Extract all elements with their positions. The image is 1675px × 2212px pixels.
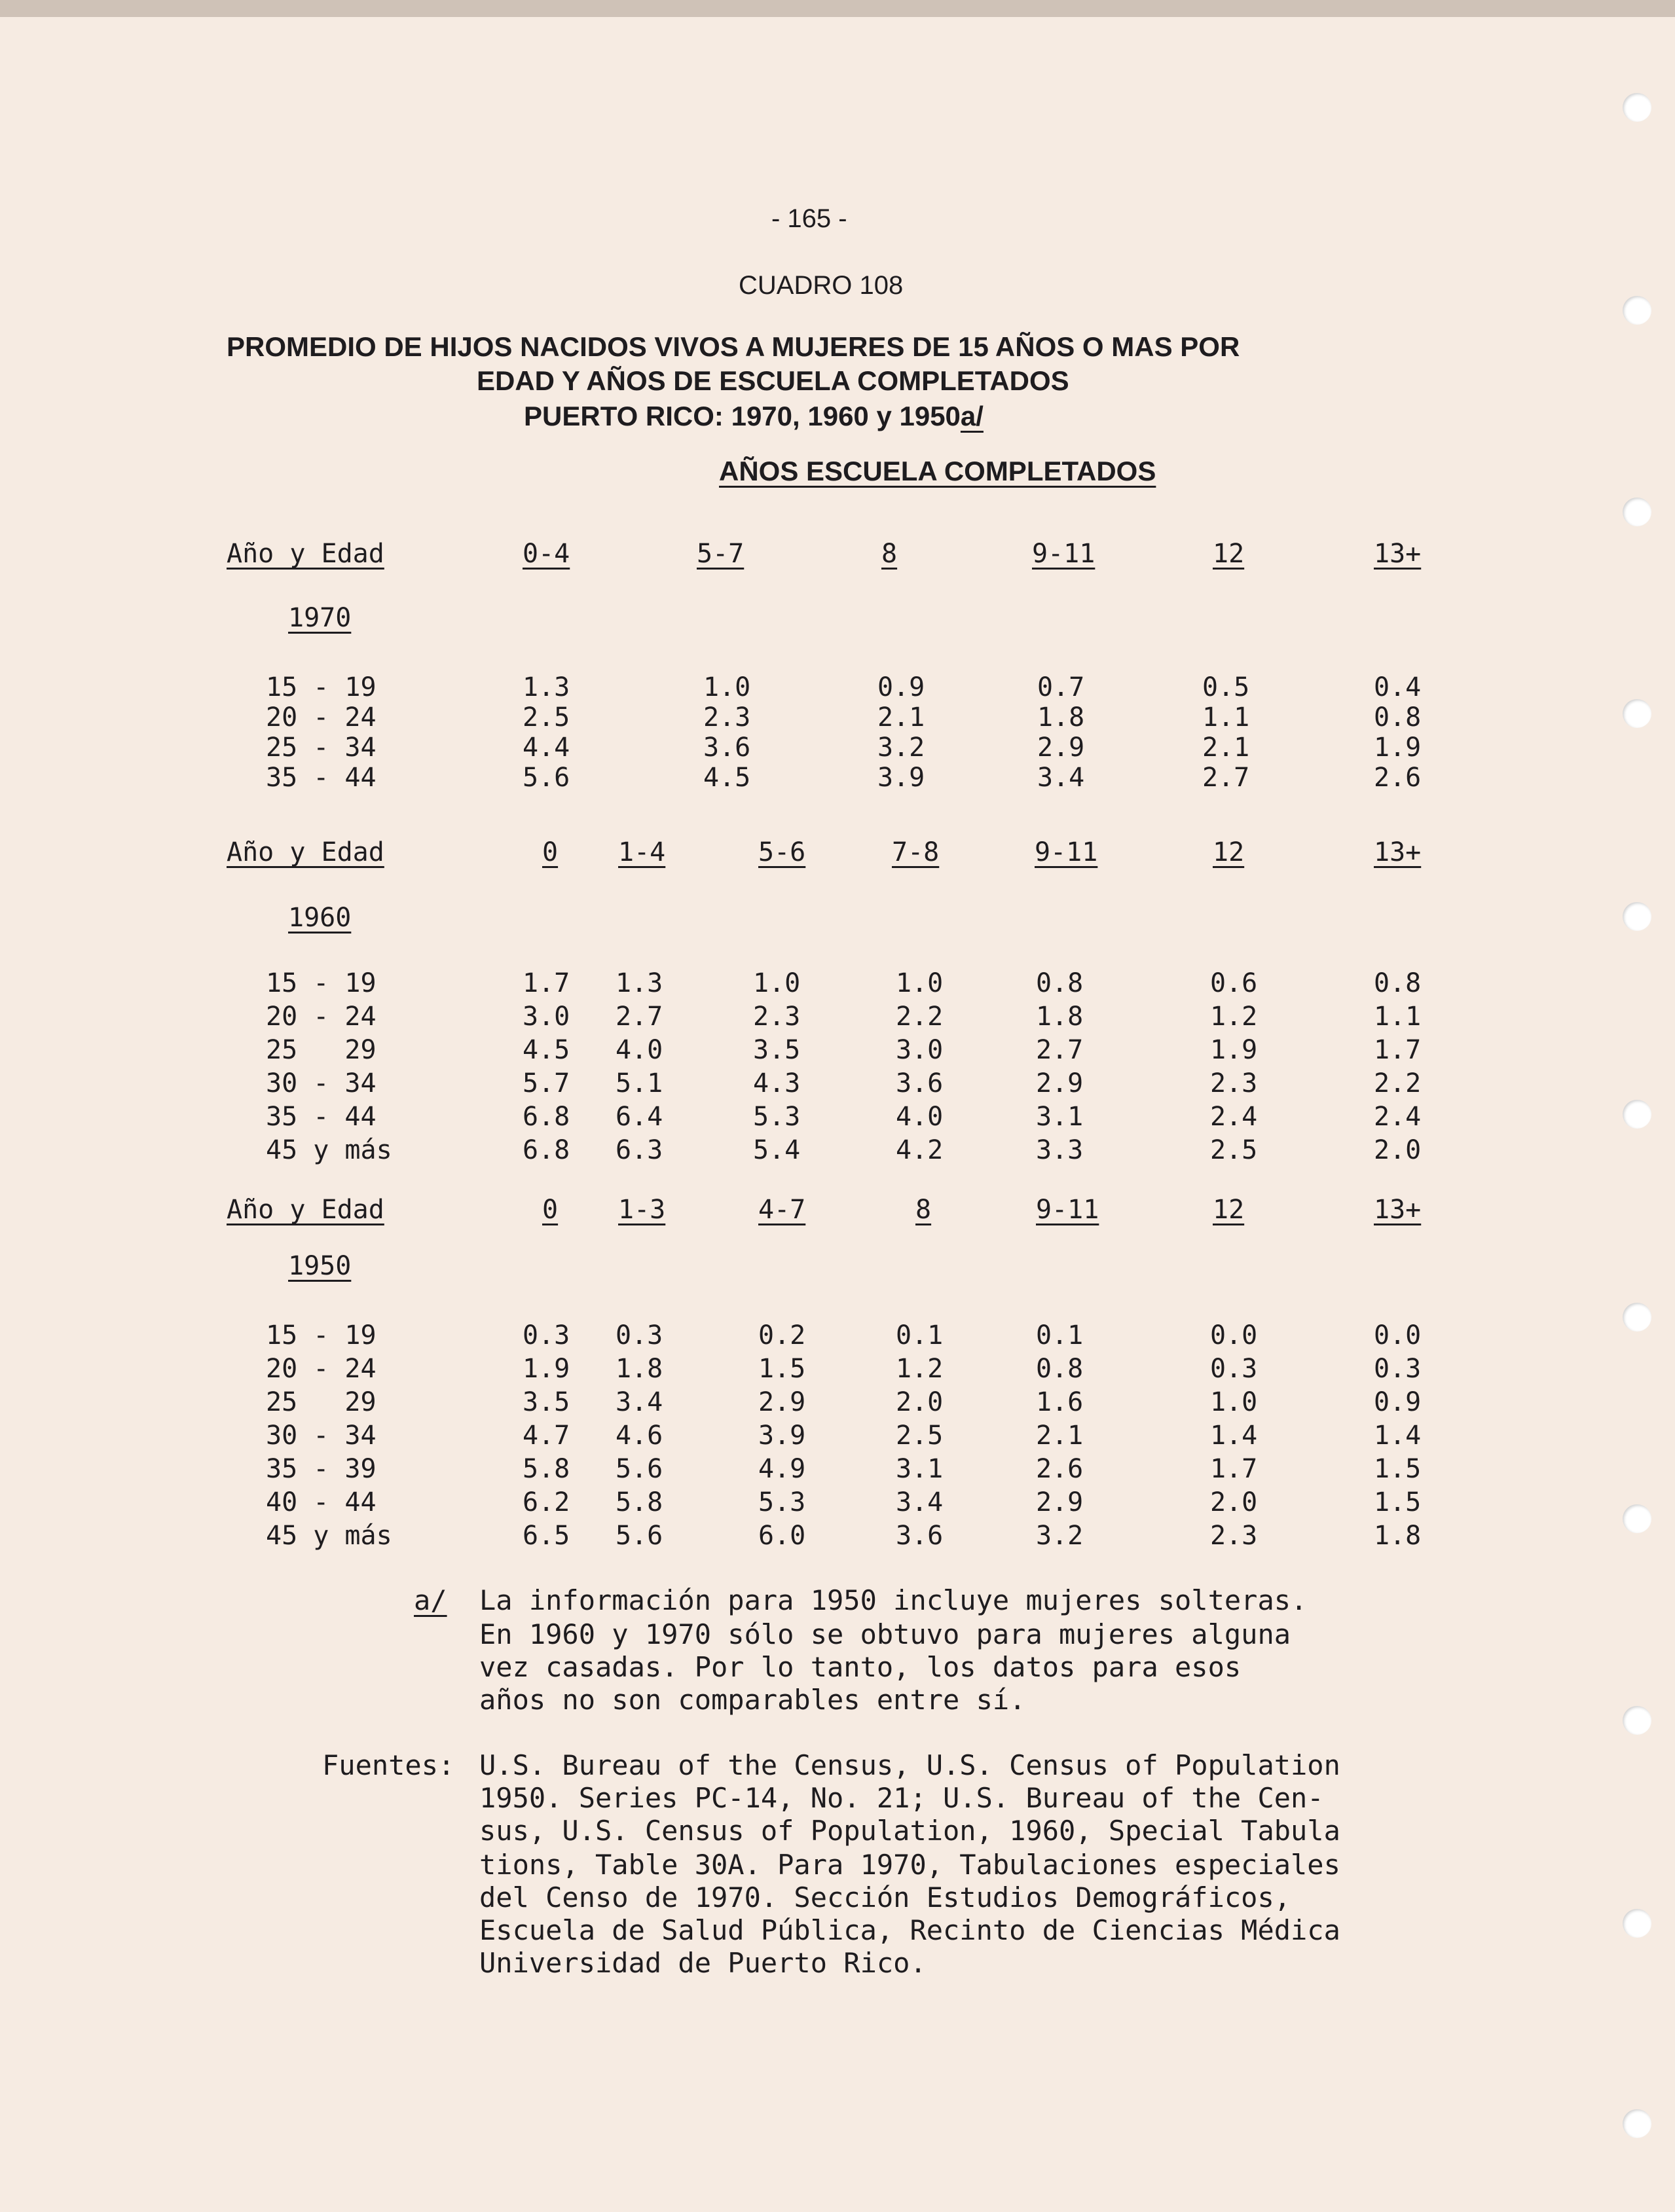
table-cell: 1.3 [523, 672, 570, 702]
table-cell: 2.9 [1036, 1068, 1084, 1098]
table-cell: 0.1 [1036, 1320, 1084, 1351]
table-cell: 6.8 [523, 1102, 570, 1132]
binder-hole [1623, 1100, 1651, 1129]
table-cell: 3.9 [877, 763, 925, 793]
table-cell: 2.5 [1210, 1135, 1258, 1165]
age-group-label: 20 - 24 [266, 702, 377, 733]
table-cell: 3.3 [1036, 1135, 1084, 1165]
table-cell: 0.1 [896, 1320, 944, 1351]
sources-line: tions, Table 30A. Para 1970, Tabulaciones especiales [479, 1849, 1340, 1881]
table-cell: 1.1 [1374, 1002, 1422, 1032]
table-cell: 5.7 [523, 1068, 570, 1098]
table-cell: 2.7 [616, 1002, 663, 1032]
table-cell: 2.3 [1210, 1068, 1258, 1098]
table-cell: 3.0 [896, 1035, 944, 1065]
table-cell: 1.0 [703, 672, 751, 702]
age-group-label: 25 - 34 [266, 733, 377, 763]
table-cell: 1.0 [753, 968, 801, 998]
column-header: 1-4 [618, 837, 666, 867]
table-cell: 4.7 [523, 1421, 570, 1451]
table-cell: 3.4 [616, 1387, 663, 1417]
table-cell: 2.1 [877, 702, 925, 733]
table-cell: 2.0 [896, 1387, 944, 1417]
table-cell: 5.8 [616, 1487, 663, 1517]
table-cell: 1.3 [616, 968, 663, 998]
age-group-label: 20 - 24 [266, 1354, 377, 1384]
table-cell: 3.5 [523, 1387, 570, 1417]
table-cell: 5.6 [616, 1521, 663, 1551]
column-header: 1-3 [618, 1195, 666, 1225]
table-cell: 4.3 [753, 1068, 801, 1098]
column-header: 9-11 [1036, 1195, 1099, 1225]
table-cell: 0.8 [1036, 1354, 1084, 1384]
table-cell: 0.6 [1210, 968, 1258, 998]
table-cell: 1.9 [523, 1354, 570, 1384]
table-cell: 1.2 [896, 1354, 944, 1384]
age-group-label: 40 - 44 [266, 1487, 377, 1517]
table-cell: 0.9 [1374, 1387, 1422, 1417]
footnote-line: vez casadas. Por lo tanto, los datos para esos [479, 1651, 1242, 1683]
age-group-label: 35 - 44 [266, 1102, 377, 1132]
table-cell: 4.4 [523, 733, 570, 763]
table-cell: 2.0 [1210, 1487, 1258, 1517]
table-cell: 2.7 [1036, 1035, 1084, 1065]
table-cell: 0.8 [1374, 702, 1422, 733]
table-cell: 2.5 [896, 1421, 944, 1451]
table-cell: 1.9 [1210, 1035, 1258, 1065]
table-cell: 5.6 [616, 1454, 663, 1484]
table-cell: 0.5 [1202, 672, 1250, 702]
table-cell: 2.7 [1202, 763, 1250, 793]
footnote-line: En 1960 y 1970 sólo se obtuvo para mujeres alguna [479, 1618, 1291, 1650]
column-header: 12 [1213, 1195, 1245, 1225]
table-cell: 3.1 [1036, 1102, 1084, 1132]
row-header: Año y Edad [227, 539, 384, 569]
table-cell: 1.5 [1374, 1487, 1422, 1517]
table-cell: 6.8 [523, 1135, 570, 1165]
table-cell: 0.8 [1036, 968, 1084, 998]
table-cell: 2.3 [753, 1002, 801, 1032]
table-cell: 6.0 [758, 1521, 806, 1551]
table-cell: 5.3 [758, 1487, 806, 1517]
year-label: 1970 [288, 603, 352, 633]
table-cell: 3.6 [896, 1521, 944, 1551]
column-header: 7-8 [892, 837, 940, 867]
table-cell: 1.8 [616, 1354, 663, 1384]
binder-hole [1623, 2109, 1651, 2138]
table-number: CUADRO 108 [739, 271, 904, 300]
binder-hole [1623, 93, 1651, 122]
age-group-label: 45 y más [266, 1521, 392, 1551]
table-cell: 6.3 [616, 1135, 663, 1165]
table-cell: 1.4 [1374, 1421, 1422, 1451]
column-header: 8 [881, 539, 898, 569]
table-cell: 2.1 [1202, 733, 1250, 763]
table-cell: 3.4 [896, 1487, 944, 1517]
table-title-line-3: PUERTO RICO: 1970, 1960 y 1950a/ [524, 401, 984, 431]
column-header: 13+ [1374, 837, 1422, 867]
table-cell: 3.4 [1037, 763, 1085, 793]
age-group-label: 25 29 [266, 1035, 377, 1065]
sources-line: U.S. Bureau of the Census, U.S. Census of Population [479, 1749, 1340, 1781]
table-cell: 3.6 [703, 733, 751, 763]
column-header: 0 [542, 1195, 559, 1225]
sources-line: sus, U.S. Census of Population, 1960, Special Tabula [479, 1815, 1340, 1847]
table-cell: 1.0 [896, 968, 944, 998]
table-cell: 1.8 [1037, 702, 1085, 733]
table-cell: 3.6 [896, 1068, 944, 1098]
column-header: 12 [1213, 837, 1245, 867]
table-cell: 2.5 [523, 702, 570, 733]
age-group-label: 35 - 39 [266, 1454, 377, 1484]
age-group-label: 15 - 19 [266, 968, 377, 998]
table-cell: 5.3 [753, 1102, 801, 1132]
table-cell: 1.8 [1374, 1521, 1422, 1551]
binder-hole [1623, 498, 1651, 526]
age-group-label: 15 - 19 [266, 1320, 377, 1351]
table-cell: 2.4 [1210, 1102, 1258, 1132]
table-cell: 5.1 [616, 1068, 663, 1098]
age-group-label: 25 29 [266, 1387, 377, 1417]
table-cell: 1.1 [1202, 702, 1250, 733]
column-header: 9-11 [1035, 837, 1098, 867]
table-cell: 6.5 [523, 1521, 570, 1551]
binder-hole [1623, 1909, 1651, 1938]
age-group-label: 30 - 34 [266, 1421, 377, 1451]
table-cell: 0.2 [758, 1320, 806, 1351]
row-header: Año y Edad [227, 837, 384, 867]
table-cell: 4.0 [616, 1035, 663, 1065]
table-title-line-2: EDAD Y AÑOS DE ESCUELA COMPLETADOS [477, 365, 1069, 396]
binder-hole [1623, 1706, 1651, 1735]
binder-hole [1623, 296, 1651, 325]
age-group-label: 15 - 19 [266, 672, 377, 702]
scan-edge [0, 0, 1675, 17]
table-cell: 4.9 [758, 1454, 806, 1484]
column-header: 0 [542, 837, 559, 867]
column-header: 4-7 [758, 1195, 806, 1225]
table-cell: 2.3 [703, 702, 751, 733]
table-cell: 3.2 [877, 733, 925, 763]
table-cell: 6.4 [616, 1102, 663, 1132]
column-header: 0-4 [523, 539, 570, 569]
column-header: 12 [1213, 539, 1245, 569]
table-cell: 1.8 [1036, 1002, 1084, 1032]
table-cell: 1.4 [1210, 1421, 1258, 1451]
column-group-header: AÑOS ESCUELA COMPLETADOS [719, 456, 1156, 486]
column-header: 13+ [1374, 1195, 1422, 1225]
footnote-line: La información para 1950 incluye mujeres solteras. [479, 1584, 1308, 1616]
table-cell: 1.0 [1210, 1387, 1258, 1417]
table-cell: 1.5 [1374, 1454, 1422, 1484]
column-header: 13+ [1374, 539, 1422, 569]
table-cell: 2.6 [1036, 1454, 1084, 1484]
table-cell: 4.5 [703, 763, 751, 793]
age-group-label: 20 - 24 [266, 1002, 377, 1032]
table-cell: 2.9 [1037, 733, 1085, 763]
sources-line: Universidad de Puerto Rico. [479, 1947, 927, 1979]
column-header: 5-6 [758, 837, 806, 867]
table-cell: 1.7 [1374, 1035, 1422, 1065]
table-cell: 2.9 [758, 1387, 806, 1417]
table-cell: 1.6 [1036, 1387, 1084, 1417]
binder-hole [1623, 1303, 1651, 1332]
table-title-line-1: PROMEDIO DE HIJOS NACIDOS VIVOS A MUJERES DE 15 AÑOS O MAS POR [227, 331, 1240, 362]
table-cell: 2.9 [1036, 1487, 1084, 1517]
page-number: - 165 - [771, 204, 847, 233]
sources-line: 1950. Series PC-14, No. 21; U.S. Bureau of the Cen- [479, 1782, 1324, 1814]
table-cell: 2.3 [1210, 1521, 1258, 1551]
table-cell: 0.4 [1374, 672, 1422, 702]
table-cell: 0.9 [877, 672, 925, 702]
age-group-label: 30 - 34 [266, 1068, 377, 1098]
table-cell: 2.1 [1036, 1421, 1084, 1451]
age-group-label: 35 - 44 [266, 763, 377, 793]
table-cell: 3.0 [523, 1002, 570, 1032]
table-cell: 1.2 [1210, 1002, 1258, 1032]
table-cell: 2.2 [896, 1002, 944, 1032]
footnote-marker: a/ [414, 1584, 447, 1616]
column-header: 5-7 [697, 539, 745, 569]
binder-hole [1623, 699, 1651, 728]
table-cell: 2.4 [1374, 1102, 1422, 1132]
table-cell: 0.3 [1210, 1354, 1258, 1384]
footnote-line: años no son comparables entre sí. [479, 1684, 1026, 1716]
sources-line: del Censo de 1970. Sección Estudios Demográficos, [479, 1881, 1291, 1913]
table-cell: 3.9 [758, 1421, 806, 1451]
table-cell: 0.8 [1374, 968, 1422, 998]
sources-line: Escuela de Salud Pública, Recinto de Ciencias Médica [479, 1914, 1340, 1946]
table-cell: 4.6 [616, 1421, 663, 1451]
sources-label: Fuentes: [322, 1749, 455, 1781]
table-cell: 0.0 [1210, 1320, 1258, 1351]
table-cell: 1.5 [758, 1354, 806, 1384]
table-cell: 0.3 [523, 1320, 570, 1351]
binder-hole [1623, 902, 1651, 931]
table-cell: 1.7 [1210, 1454, 1258, 1484]
table-cell: 2.6 [1374, 763, 1422, 793]
table-cell: 3.5 [753, 1035, 801, 1065]
table-cell: 4.2 [896, 1135, 944, 1165]
row-header: Año y Edad [227, 1195, 384, 1225]
table-cell: 1.7 [523, 968, 570, 998]
age-group-label: 45 y más [266, 1135, 392, 1165]
table-cell: 5.4 [753, 1135, 801, 1165]
column-header: 8 [915, 1195, 932, 1225]
binder-hole [1623, 1504, 1651, 1533]
table-cell: 0.3 [616, 1320, 663, 1351]
table-cell: 6.2 [523, 1487, 570, 1517]
table-cell: 2.2 [1374, 1068, 1422, 1098]
column-header: 9-11 [1032, 539, 1095, 569]
table-cell: 0.3 [1374, 1354, 1422, 1384]
year-label: 1960 [288, 903, 352, 933]
table-cell: 4.0 [896, 1102, 944, 1132]
year-label: 1950 [288, 1251, 352, 1281]
table-cell: 3.2 [1036, 1521, 1084, 1551]
table-cell: 5.8 [523, 1454, 570, 1484]
table-cell: 0.0 [1374, 1320, 1422, 1351]
table-cell: 3.1 [896, 1454, 944, 1484]
table-cell: 5.6 [523, 763, 570, 793]
table-cell: 0.7 [1037, 672, 1085, 702]
table-cell: 2.0 [1374, 1135, 1422, 1165]
table-cell: 1.9 [1374, 733, 1422, 763]
table-cell: 4.5 [523, 1035, 570, 1065]
